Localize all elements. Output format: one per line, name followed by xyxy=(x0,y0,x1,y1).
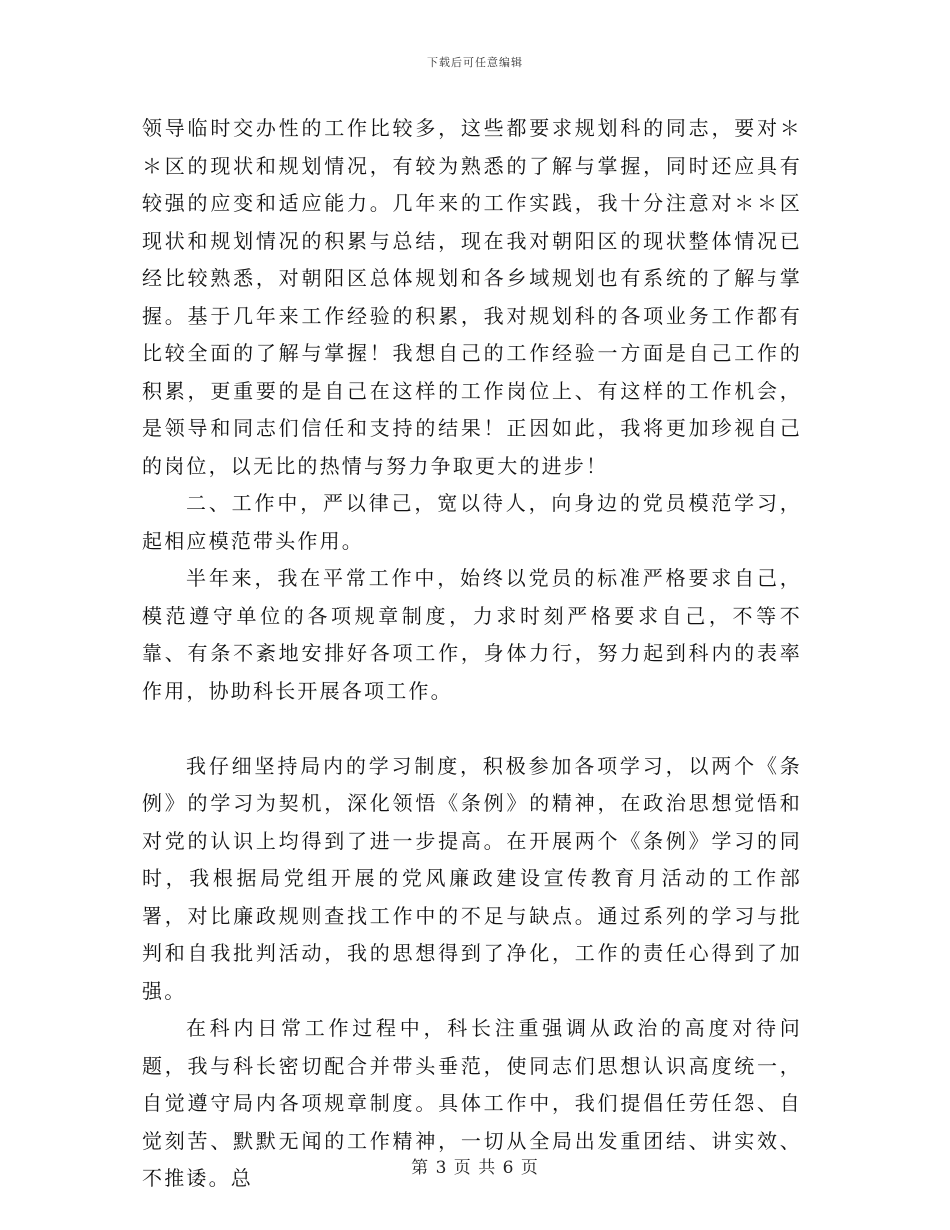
blank-line xyxy=(142,710,802,748)
paragraph-study: 我仔细坚持局内的学习制度，积极参加各项学习，以两个《条例》的学习为契机，深化领悟《条例》的精神，在政治思想觉悟和对党的认识上均得到了进一步提高。在开展两个《条例》学习的同时，我根据局党组开展的党风廉政建设宣传教育月活动的工作部署，对比廉政规则查找工作中的不足与缺点。通过系列的学习与批判和自我批判活动，我的思想得到了净化，工作的责任心得到了加强。 xyxy=(142,753,802,1003)
section-heading-two: 二、工作中，严以律己，宽以待人，向身边的党员模范学习，起相应模范带头作用。 xyxy=(142,491,802,553)
page-header-note: 下载后可任意编辑 xyxy=(427,56,523,69)
document-body xyxy=(142,110,802,1198)
page-number-footer: 第 3 页 共 6 页 xyxy=(411,1158,539,1178)
paragraph-daily-work: 在科内日常工作过程中，科长注重强调从政治的高度对待问题，我与科长密切配合并带头垂范，使同志们思想认识高度统一，自觉遵守局内各项规章制度。具体工作中，我们提倡任劳任怨、自觉刻苦、默默无闻的工作精神，一切从全局出发重团结、讲实效、不推诿。总 xyxy=(142,1016,802,1190)
paragraph-half-year: 半年来，我在平常工作中，始终以党员的标准严格要求自己，模范遵守单位的各项规章制度，力求时刻严格要求自己，不等不靠、有条不紊地安排好各项工作，身体力行，努力起到科内的表率作用，协助科长开展各项工作。 xyxy=(142,566,802,703)
paragraph-continuation: 领导临时交办性的工作比较多，这些都要求规划科的同志，要对＊＊区的现状和规划情况，有较为熟悉的了解与掌握，同时还应具有较强的应变和适应能力。几年来的工作实践，我十分注意对＊＊区现状和规划情况的积累与总结，现在我对朝阳区的现状整体情况已经比较熟悉，对朝阳区总体规划和各乡域规划也有系统的了解与掌握。基于几年来工作经验的积累，我对规划科的各项业务工作都有比较全面的了解与掌握！我想自己的工作经验一方面是自己工作的积累，更重要的是自己在这样的工作岗位上、有这样的工作机会，是领导和同志们信任和支持的结果！正因如此，我将更加珍视自己的岗位，以无比的热情与努力争取更大的进步！ xyxy=(142,116,802,478)
